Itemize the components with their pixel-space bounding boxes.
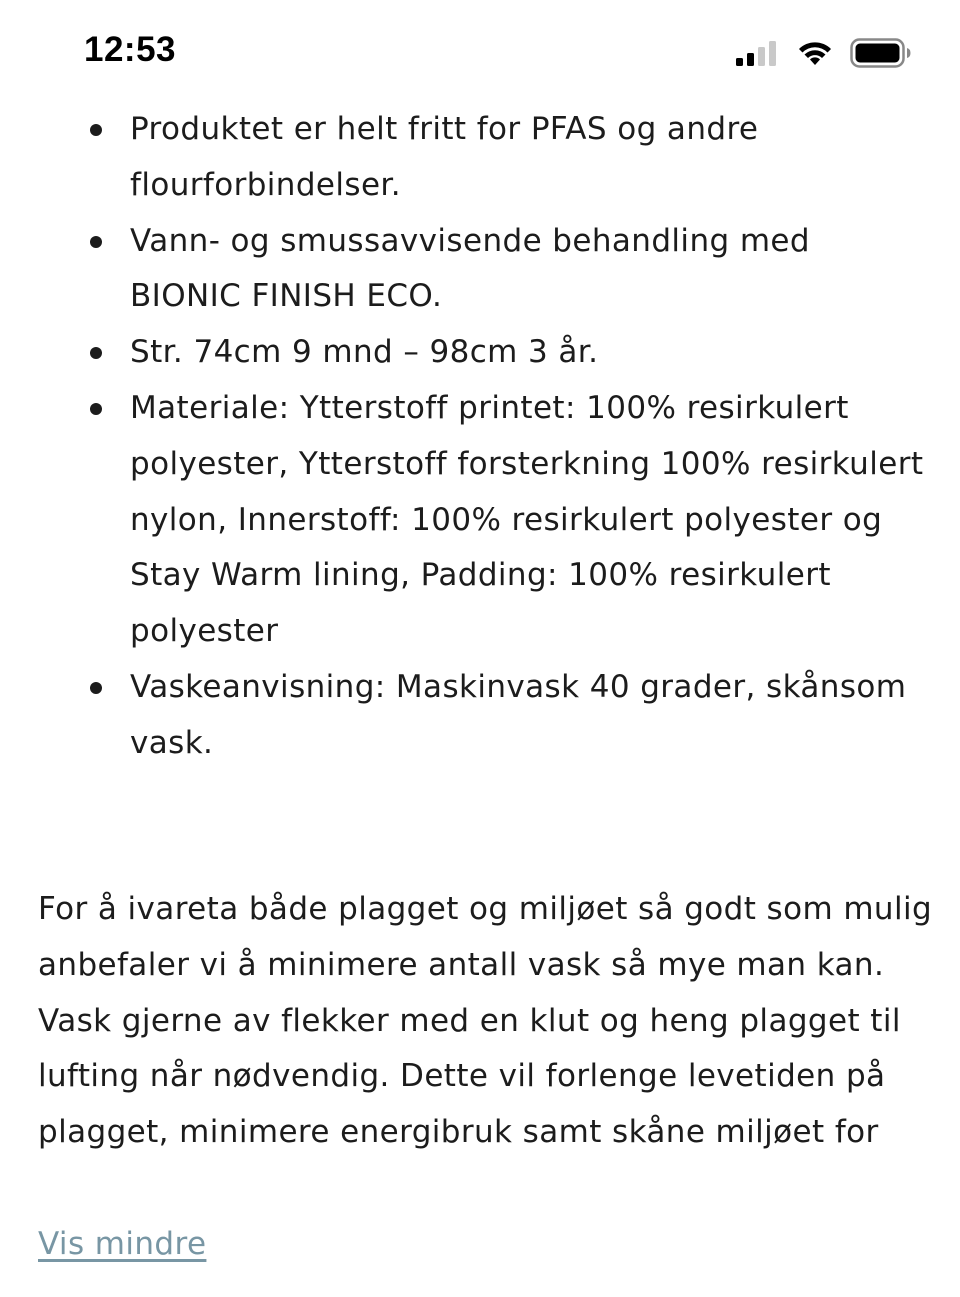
list-item bbox=[0, 381, 960, 660]
list-item bbox=[0, 214, 960, 326]
status-bar bbox=[0, 0, 960, 100]
wifi-icon bbox=[796, 39, 834, 67]
care-instructions-paragraph: For å ivareta både plagget og miljøet så godt som mulig anbefaler vi å minimere antall vask så mye man kan. Vask gjerne av flekker med en klut og heng plagget til lufting når nødvendig. Dette vil forlenge levetiden på plagget, minimere energibruk samt skåne miljøet for bbox=[38, 891, 933, 1151]
bullet-icon bbox=[90, 682, 102, 694]
bullet-icon bbox=[90, 236, 102, 248]
bullet-icon bbox=[90, 124, 102, 136]
spec-text: Str. 74cm 9 mnd – 98cm 3 år. bbox=[130, 334, 599, 371]
bullet-icon bbox=[90, 347, 102, 359]
cellular-signal-icon bbox=[736, 40, 780, 66]
list-item bbox=[0, 102, 960, 214]
spec-text: Produktet er helt fritt for PFAS og andre flourforbindelser. bbox=[130, 111, 759, 203]
show-less-link[interactable]: Vis mindre bbox=[38, 1226, 207, 1262]
spec-text: Vaskeanvisning: Maskinvask 40 grader, skånsom vask. bbox=[130, 668, 907, 761]
list-item bbox=[0, 660, 960, 772]
spec-text: Vann- og smussavvisende behandling med BIONIC FINISH ECO. bbox=[130, 222, 810, 315]
status-time: 12:53 bbox=[84, 30, 177, 69]
list-item bbox=[0, 325, 960, 381]
bullet-icon bbox=[90, 403, 102, 415]
spec-text: Materiale: Ytterstoff printet: 100% resirkulert polyester, Ytterstoff forsterkning 100% resirkulert nylon, Innerstoff: 100% resirkulert polyester og Stay Warm lining, Padding: 100% resirkulert polyester bbox=[130, 389, 924, 650]
battery-icon bbox=[850, 38, 912, 68]
product-spec-list bbox=[0, 102, 960, 772]
status-icons bbox=[736, 38, 912, 68]
